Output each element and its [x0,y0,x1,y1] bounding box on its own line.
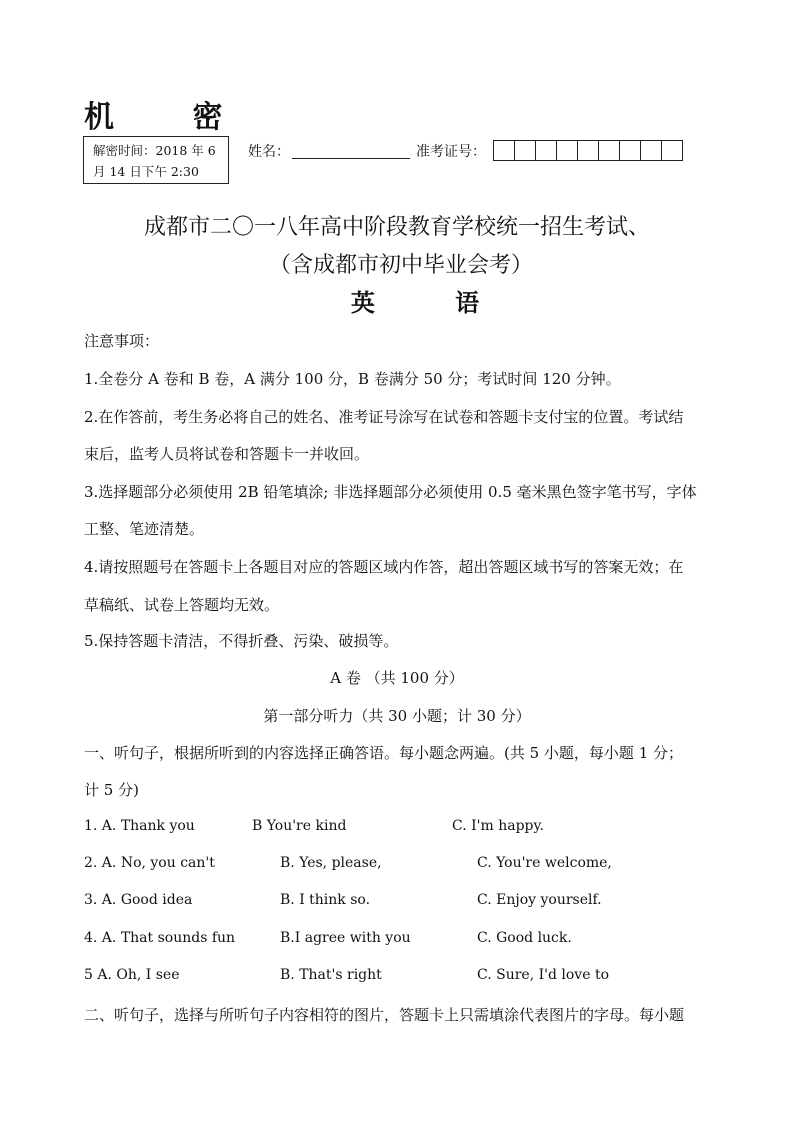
exam-id-box[interactable] [661,140,683,161]
part1-title: 第一部分听力（共 30 小题；计 30 分） [263,707,531,725]
option-5a: 5 A. Oh, I see [84,967,180,983]
name-label: 姓名： [248,144,290,160]
exam-id-box[interactable] [556,140,578,161]
option-1a: 1. A. Thank you [84,818,195,834]
option-4c: C. Good luck. [477,930,572,946]
question1-instruction: 一、听句子，根据所听到的内容选择正确答语。每小题念两遍。(共 5 小题，每小题 1 分； [84,744,684,762]
exam-id-box[interactable] [598,140,620,161]
section-a-title: A 卷 （共 100 分） [330,669,464,687]
note-item-4: 4.请按照题号在答题卡上各题目对应的答题区域内作答，超出答题区域书写的答案无效；在 [84,558,684,576]
note-item-2-cont: 束后，监考人员将试卷和答题卡一并收回。 [84,445,370,463]
note-item-1: 1.全卷分 A 卷和 B 卷，A 满分 100 分，B 卷满分 50 分；考试时间 120 分钟。 [84,370,621,388]
notes-heading: 注意事项： [84,332,160,350]
exam-id-box[interactable] [577,140,599,161]
decrypt-time-line1: 解密时间：2018 年 6 [93,143,216,158]
option-5c: C. Sure, I'd love to [477,967,609,983]
note-item-3-cont: 工整、笔迹清楚。 [84,520,205,538]
option-1b: B You're kind [252,818,347,834]
decrypt-time-box [83,136,229,184]
note-item-4-cont: 草稿纸、试卷上答题均无效。 [84,596,280,614]
exam-subtitle: （含成都市初中毕业会考） [268,253,533,278]
exam-id-box[interactable] [514,140,536,161]
option-2b: B. Yes, please, [280,855,382,871]
option-5b: B. That's right [280,967,382,983]
exam-id-box[interactable] [493,140,515,161]
name-field[interactable] [292,144,410,159]
option-3a: 3. A. Good idea [84,892,193,908]
option-3c: C. Enjoy yourself. [477,892,602,908]
option-3b: B. I think so. [280,892,371,908]
option-2c: C. You're welcome, [477,855,612,871]
candidate-info-row [248,141,486,161]
decrypt-time-line2: 月 14 日下午 2:30 [93,164,199,179]
exam-id-box[interactable] [535,140,557,161]
subject-title: 英 语 [350,288,516,317]
option-1c: C. I'm happy. [452,818,545,834]
exam-id-label: 准考证号： [416,144,486,160]
exam-id-boxes [494,140,683,161]
note-item-3: 3.选择题部分必须使用 2B 铅笔填涂; 非选择题部分必须使用 0.5 毫米黑色签字笔书写，字体 [84,483,697,501]
option-4a: 4. A. That sounds fun [84,930,236,946]
option-4b: B.I agree with you [280,930,411,946]
question2-instruction: 二、听句子，选择与所听句子内容相符的图片，答题卡上只需填涂代表图片的字母。每小题 [84,1006,685,1024]
note-item-2: 2.在作答前，考生务必将自己的姓名、准考证号涂写在试卷和答题卡支付宝的位置。考试结 [84,408,684,426]
exam-title: 成都市二〇一八年高中阶段教育学校统一招生考试、 [143,215,650,240]
question1-instruction-cont: 计 5 分) [84,781,139,799]
note-item-5: 5.保持答题卡清洁，不得折叠、污染、破损等。 [84,632,399,650]
exam-id-box[interactable] [619,140,641,161]
option-2a: 2. A. No, you can't [84,855,215,871]
exam-id-box[interactable] [640,140,662,161]
confidential-label: 机 密 [84,100,257,135]
